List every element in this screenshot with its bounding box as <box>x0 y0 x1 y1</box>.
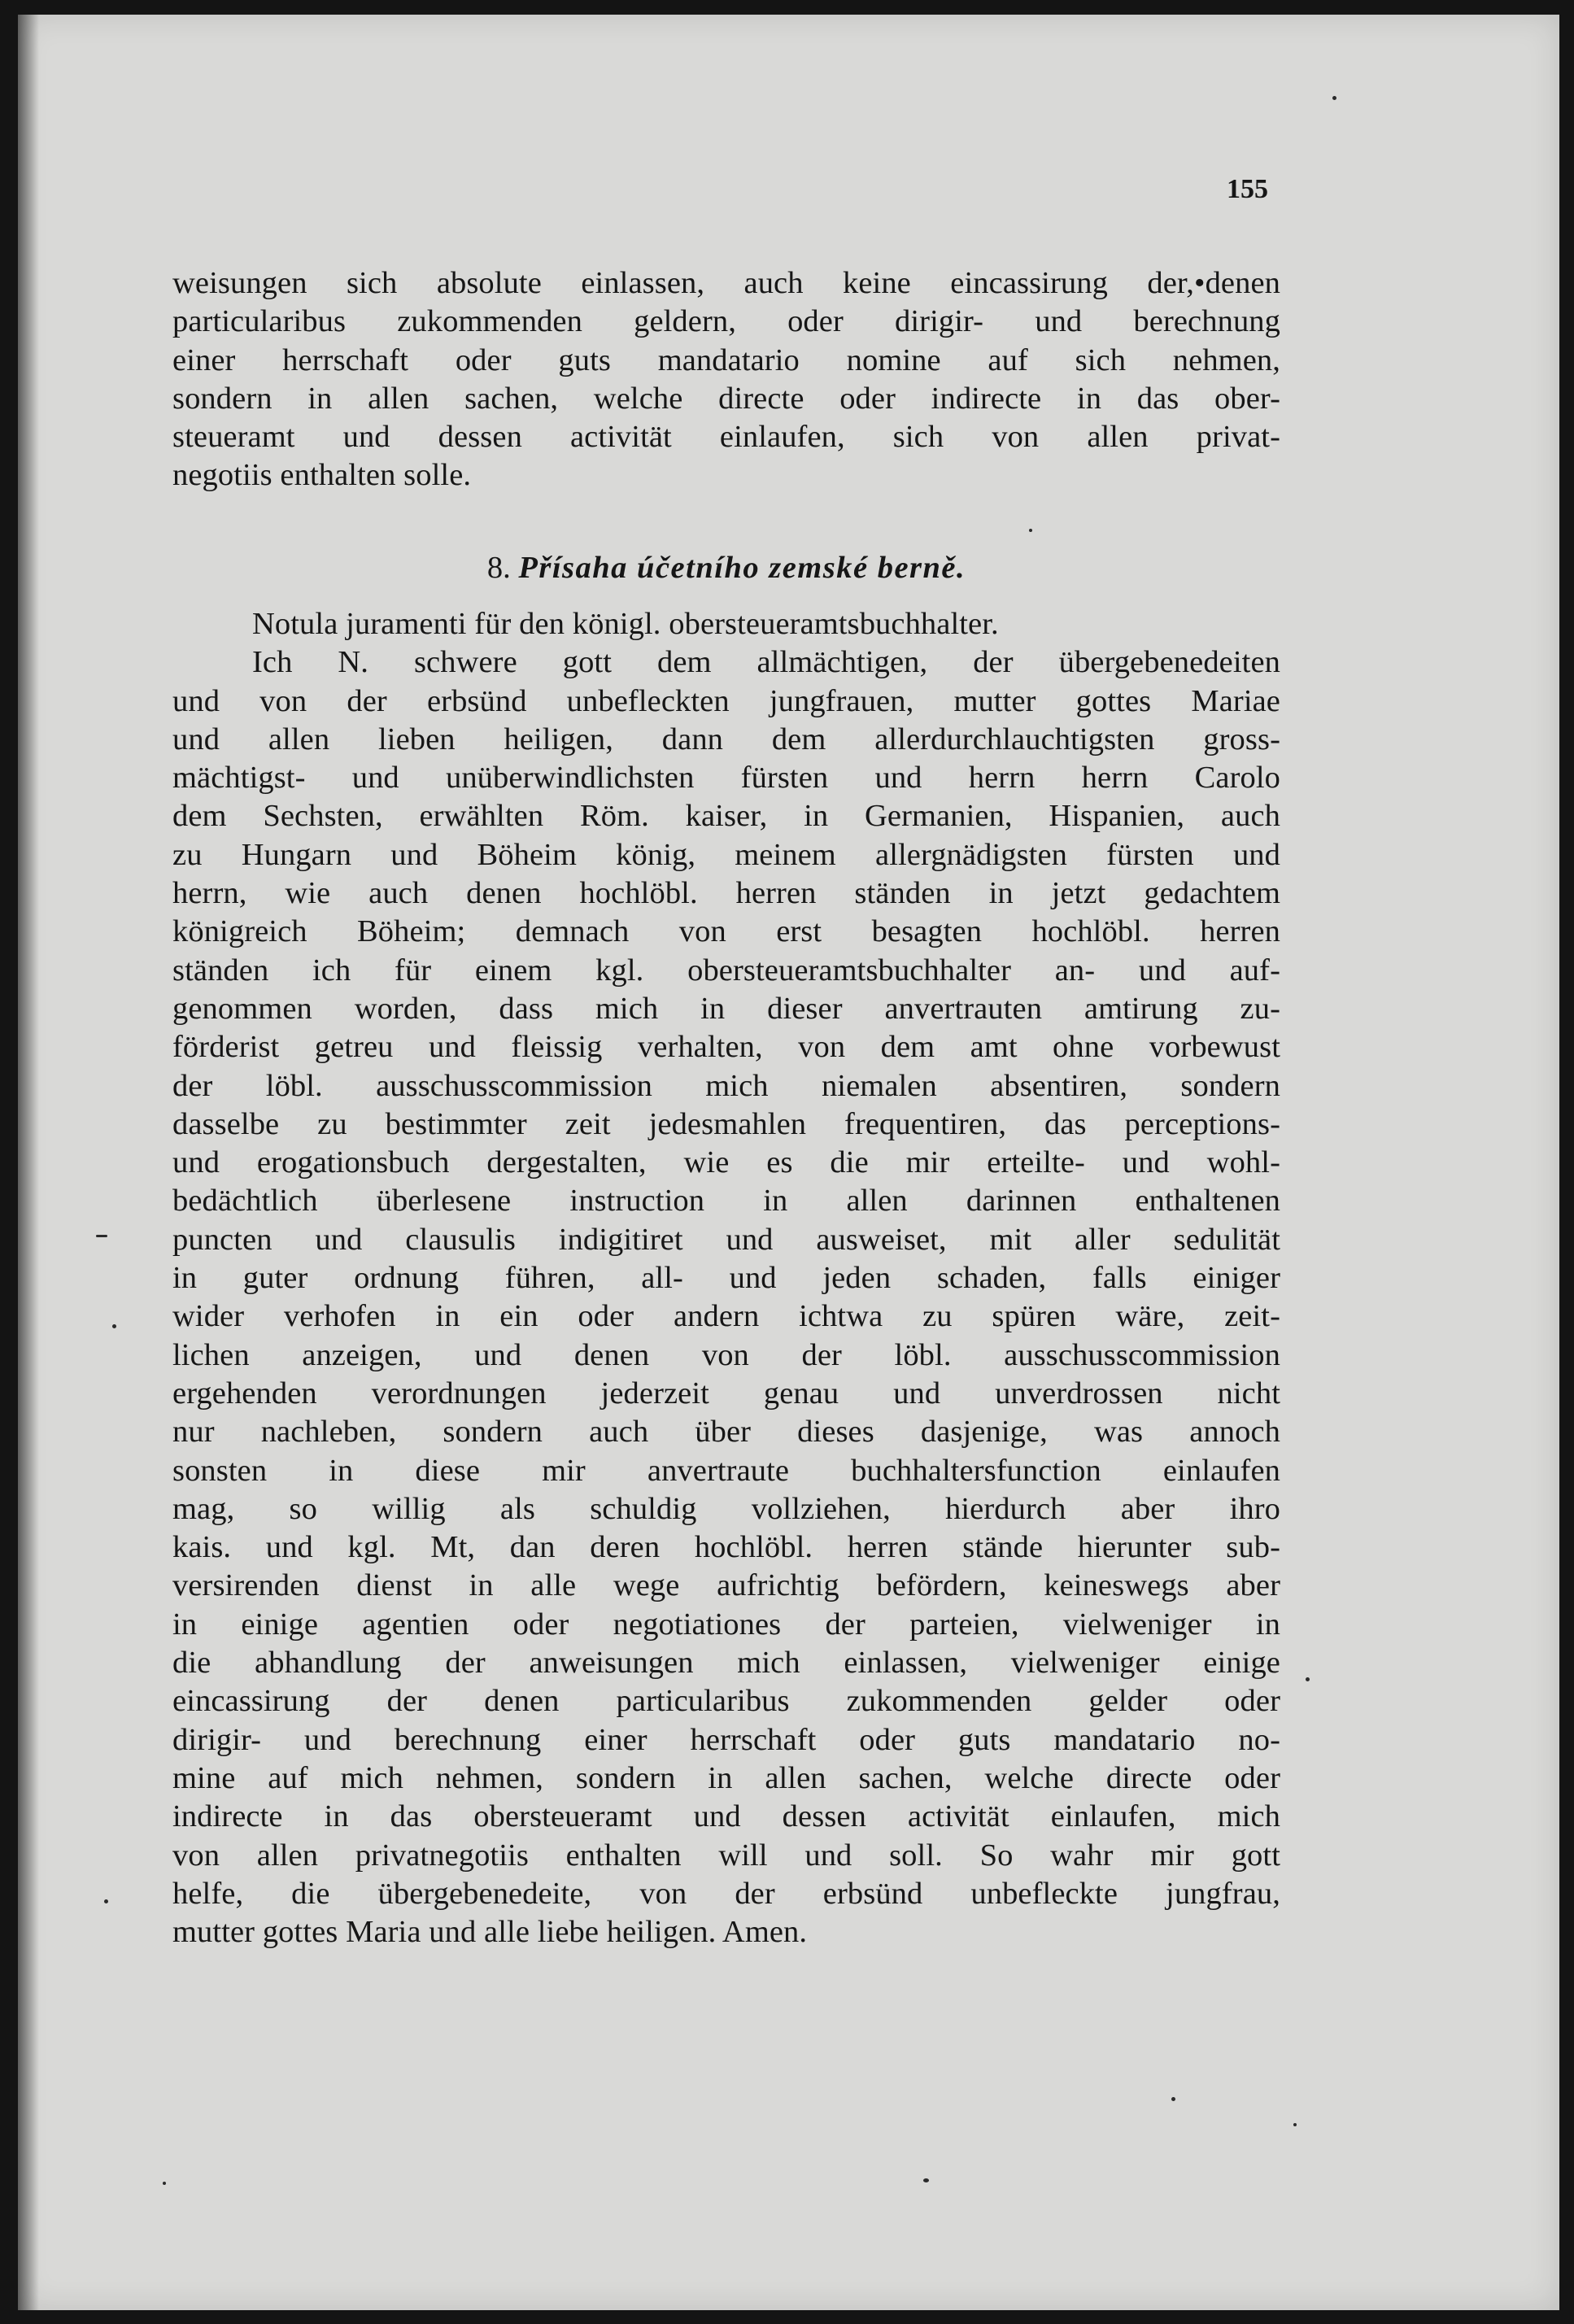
text-line: dem Sechsten, erwählten Röm. kaiser, in Germanien, Hispanien, auch <box>172 799 1280 834</box>
text-line: königreich Böheim; demnach von erst besagten hochlöbl. herren <box>172 914 1280 949</box>
text-line: mutter gottes Maria und alle liebe heiligen. Amen. <box>172 1915 808 1950</box>
text-line: der löbl. ausschusscommission mich niemalen absentiren, sondern <box>172 1068 1280 1103</box>
page-number: 155 <box>1227 174 1268 204</box>
text-line: versirenden dienst in alle wege aufrichtig befördern, keineswegs aber <box>172 1568 1280 1603</box>
scan-speck <box>1332 96 1336 100</box>
text-line: mine auf mich nehmen, sondern in allen sachen, welche directe oder <box>172 1760 1280 1795</box>
text-line: helfe, die übergebenedeite, von der erbsünd unbefleckte jungfrau, <box>172 1876 1280 1911</box>
text-line: dasselbe zu bestimmter zeit jedesmahlen frequentiren, das perceptions- <box>172 1106 1280 1141</box>
text-line: weisungen sich absolute einlassen, auch keine eincassirung der,•denen <box>172 266 1280 300</box>
text-line: einer herrschaft oder guts mandatario nomine auf sich nehmen, <box>172 342 1280 377</box>
text-line: und allen lieben heiligen, dann dem allerdurchlauchtigsten gross- <box>172 722 1280 756</box>
text-line: in einige agentien oder negotiationes der parteien, vielweniger in <box>172 1607 1280 1642</box>
text-line: indirecte in das obersteueramt und dessen activität einlaufen, mich <box>172 1799 1280 1834</box>
scan-speck <box>163 2182 166 2185</box>
text-line: zu Hungarn und Böheim könig, meinem allergnädigsten fürsten und <box>172 837 1280 872</box>
text-line: dirigir- und berechnung einer herrschaft oder guts mandatario no- <box>172 1722 1280 1757</box>
text-line: förderist getreu und fleissig verhalten, von dem amt ohne vorbewust <box>172 1030 1280 1065</box>
text-line: von allen privatnegotiis enthalten will und soll. So wahr mir gott <box>172 1838 1280 1873</box>
binding-shadow <box>18 15 39 2310</box>
text-line: mag, so willig als schuldig vollziehen, hierdurch aber ihro <box>172 1491 1280 1526</box>
section-heading <box>172 550 1280 586</box>
scan-speck <box>104 1899 108 1903</box>
text-line: negotiis enthalten solle. <box>172 458 472 493</box>
text-line: genommen worden, dass mich in dieser anvertrauten amtirung zu- <box>172 991 1280 1026</box>
scan-speck <box>96 1235 107 1237</box>
text-line: herrn, wie auch denen hochlöbl. herren ständen in jetzt gedachtem <box>172 876 1280 911</box>
text-line: sondern in allen sachen, welche directe oder indirecte in das ober- <box>172 381 1280 416</box>
text-line: und von der erbsünd unbefleckten jungfrauen, mutter gottes Mariae <box>172 683 1280 718</box>
section-title: Přísaha účetního zemské berně. <box>518 551 966 585</box>
text-line: die abhandlung der anweisungen mich einlassen, vielweniger einige <box>172 1646 1280 1681</box>
scan-speck <box>923 2178 929 2182</box>
text-line: kais. und kgl. Mt, dan deren hochlöbl. herren stände hierunter sub- <box>172 1530 1280 1565</box>
text-line: lichen anzeigen, und denen von der löbl. ausschusscommission <box>172 1337 1280 1372</box>
scan-speck <box>1293 2123 1297 2126</box>
section-number: 8. <box>486 551 511 585</box>
text-line: wider verhofen in ein oder andern ichtwa zu spüren wäre, zeit- <box>172 1299 1280 1334</box>
text-line: nur nachleben, sondern auch über dieses dasjenige, was annoch <box>172 1415 1280 1450</box>
text-line: bedächtlich überlesene instruction in allen darinnen enthaltenen <box>172 1184 1280 1219</box>
scan-speck <box>1029 529 1032 532</box>
top-paragraph <box>172 264 1280 495</box>
scan-speck <box>112 1324 116 1328</box>
text-line: ständen ich für einem kgl. obersteueramtsbuchhalter an- und auf- <box>172 953 1280 988</box>
text-line: sonsten in diese mir anvertraute buchhaltersfunction einlaufen <box>172 1453 1280 1488</box>
text-line: eincassirung der denen particularibus zukommenden gelder oder <box>172 1684 1280 1719</box>
text-line: puncten und clausulis indigitiret und ausweiset, mit aller sedulität <box>172 1222 1280 1257</box>
text-line: particularibus zukommenden geldern, oder dirigir- und berechnung <box>172 304 1280 339</box>
text-line: und erogationsbuch dergestalten, wie es die mir erteilte- und wohl- <box>172 1145 1280 1180</box>
text-line: in guter ordnung führen, all- und jeden schaden, falls einiger <box>172 1261 1280 1296</box>
scan-speck <box>1171 2097 1175 2101</box>
main-paragraph <box>172 605 1280 1951</box>
text-line: ergehenden verordnungen jederzeit genau und unverdrossen nicht <box>172 1376 1280 1411</box>
scan-speck <box>1306 1677 1310 1681</box>
text-line: Ich N. schwere gott dem allmächtigen, der übergebenedeiten <box>252 645 1280 680</box>
text-line: mächtigst- und unüberwindlichsten fürsten und herrn herrn Carolo <box>172 761 1280 796</box>
text-line: steueramt und dessen activität einlaufen, sich von allen privat- <box>172 420 1280 455</box>
text-line-heading: Notula juramenti für den königl. obersteueramtsbuchhalter. <box>252 607 999 641</box>
